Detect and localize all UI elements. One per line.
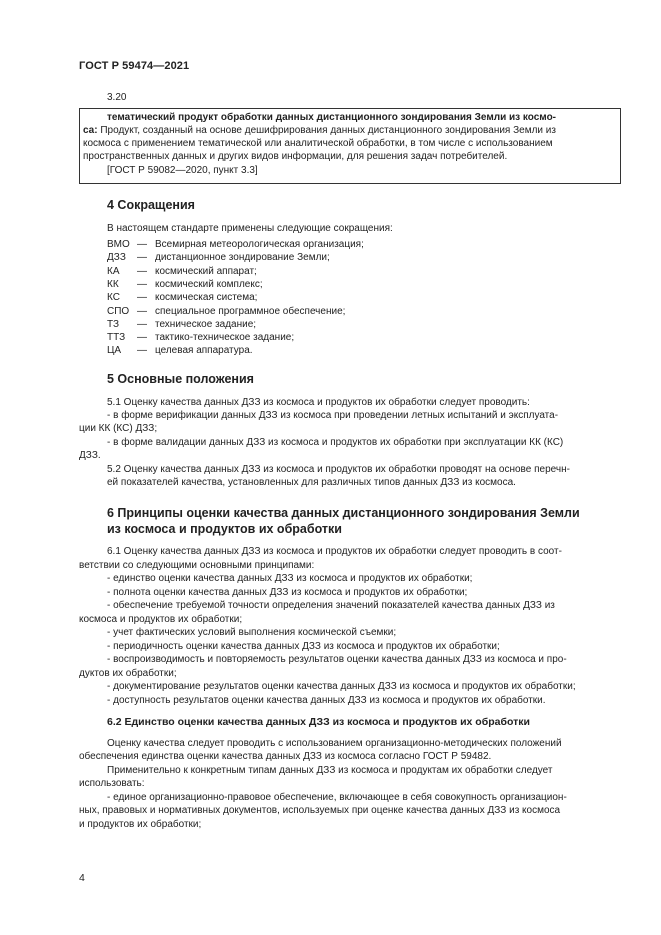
list-item: - единое организационно-правовое обеспечение, включающее в себя совокупность организацион- [107, 792, 567, 803]
term-definition-start: Продукт, созданный на основе дешифрирования данных дистанционного зондирования Земли из [97, 125, 556, 136]
abbreviation-dash: — [137, 345, 147, 357]
term-number: 3.20 [107, 92, 127, 103]
abbreviation-text: тактико-техническое задание; [155, 332, 295, 344]
paragraph-line: ветствии со следующими основными принципами: [79, 560, 315, 571]
term-definition-line [83, 124, 556, 137]
paragraph-line: 5.1 Оценку качества данных ДЗЗ из космоса и продуктов их обработки следует проводить: [107, 397, 530, 408]
paragraph-line: - в форме валидации данных ДЗЗ из космоса и продуктов их обработки при эксплуатации КК (КС) [107, 437, 564, 448]
abbreviation-row [107, 344, 253, 357]
abbreviation-dash: — [137, 332, 147, 344]
abbreviation-row [107, 278, 263, 291]
document-header: ГОСТ Р 59474—2021 [79, 60, 190, 72]
abbreviation-row [107, 265, 257, 278]
section-6-title-cont: из космоса и продуктов их обработки [107, 522, 342, 536]
abbreviation-code: ДЗЗ [107, 252, 126, 264]
abbreviation-code: КА [107, 265, 120, 277]
abbreviation-code: ТЗ [107, 318, 120, 330]
paragraph-line: ДЗЗ. [79, 450, 101, 461]
paragraph-line: 5.2 Оценку качества данных ДЗЗ из космоса и продуктов их обработки проводят на основе перечн- [107, 464, 570, 475]
paragraph-line: - в форме верификации данных ДЗЗ из космоса при проведении летных испытаний и эксплуата- [107, 410, 559, 421]
abbreviation-row [107, 331, 294, 344]
abbreviation-code: КК [107, 278, 119, 290]
section-5-title: 5 Основные положения [107, 372, 254, 386]
term-title: тематический продукт обработки данных дистанционного зондирования Земли из космо- [107, 112, 557, 123]
list-item: - периодичность оценки качества данных ДЗЗ из космоса и продуктов их обработки; [107, 641, 500, 652]
abbreviation-code: ТТЗ [107, 332, 126, 344]
list-item: - единство оценки качества данных ДЗЗ из космоса и продуктов их обработки; [107, 573, 473, 584]
term-source: [ГОСТ Р 59082—2020, пункт 3.3] [107, 165, 258, 176]
abbreviation-row [107, 305, 345, 318]
term-title-end: са: [83, 125, 98, 136]
abbreviation-text: космическая система; [155, 292, 258, 304]
abbreviation-code: ЦА [107, 345, 122, 357]
list-item-cont: дуктов их обработки; [79, 668, 177, 679]
abbreviation-text: Всемирная метеорологическая организация; [155, 239, 364, 250]
abbreviation-dash: — [137, 278, 147, 290]
list-item: - учет фактических условий выполнения космической съемки; [107, 627, 397, 638]
abbreviation-text: космический комплекс; [155, 278, 263, 290]
section-4-title: 4 Сокращения [107, 198, 195, 212]
abbreviation-row [107, 238, 364, 251]
section-4-intro: В настоящем стандарте применены следующие сокращения: [107, 223, 393, 234]
list-item-cont: ных, правовых и нормативных документов, используемых при оценке качества данных ДЗЗ из космоса [79, 805, 561, 816]
abbreviation-text: целевая аппаратура. [155, 345, 253, 357]
paragraph-line: обеспечения единства оценки качества данных ДЗЗ из космоса согласно ГОСТ Р 59482. [79, 751, 492, 762]
abbreviation-row [107, 291, 257, 304]
list-item: - документирование результатов оценки качества данных ДЗЗ из космоса и продуктов их обработки; [107, 681, 576, 692]
abbreviation-code: СПО [107, 305, 130, 317]
abbreviation-text: техническое задание; [155, 318, 257, 330]
abbreviation-code: КС [107, 292, 120, 304]
abbreviation-dash: — [137, 292, 147, 304]
abbreviation-dash: — [137, 265, 147, 277]
abbreviation-text: космический аппарат; [155, 265, 257, 277]
term-definition-line: пространственных данных и других видов информации, для решения задач потребителей. [83, 151, 508, 162]
paragraph-line: ции КК (КС) ДЗЗ; [79, 423, 158, 434]
page-number: 4 [79, 872, 85, 884]
abbreviation-text: специальное программное обеспечение; [155, 305, 346, 317]
paragraph-line: ей показателей качества, установленных для различных типов данных ДЗЗ из космоса. [107, 477, 516, 488]
list-item: - доступность результатов оценки качества данных ДЗЗ из космоса и продуктов их обработки. [107, 695, 546, 706]
paragraph-line: 6.1 Оценку качества данных ДЗЗ из космоса и продуктов их обработки следует проводить в соот- [107, 546, 562, 557]
paragraph-line: Оценку качества следует проводить с использованием организационно-методических положений [107, 738, 562, 749]
abbreviation-text: дистанционное зондирование Земли; [155, 252, 330, 264]
paragraph-line: использовать: [79, 778, 145, 789]
abbreviation-dash: — [137, 305, 147, 317]
term-definition-line: космоса с применением тематической или аналитической обработки, в том числе с использованием [83, 138, 553, 149]
abbreviation-row [107, 318, 256, 331]
abbreviation-dash: — [137, 318, 147, 330]
paragraph-line: Применительно к конкретным типам данных ДЗЗ из космоса и продуктам их обработки следует [107, 765, 553, 776]
list-item-cont: космоса и продуктов их обработки; [79, 614, 243, 625]
list-item: - полнота оценки качества данных ДЗЗ из космоса и продуктов их обработки; [107, 587, 468, 598]
abbreviation-dash: — [137, 252, 147, 264]
section-6-title: 6 Принципы оценки качества данных дистанционного зондирования Земли [107, 506, 580, 520]
list-item: - воспроизводимость и повторяемость результатов оценки качества данных ДЗЗ из космоса и про- [107, 654, 567, 665]
abbreviation-code: ВМО [107, 239, 130, 250]
abbreviation-row [107, 251, 330, 264]
list-item-cont: и продуктов их обработки; [79, 819, 202, 830]
list-item: - обеспечение требуемой точности определения значений показателей качества данных ДЗЗ из [107, 600, 555, 611]
abbreviation-dash: — [137, 239, 147, 250]
subsection-6-2-title: 6.2 Единство оценки качества данных ДЗЗ из космоса и продуктов их обработки [107, 716, 530, 728]
